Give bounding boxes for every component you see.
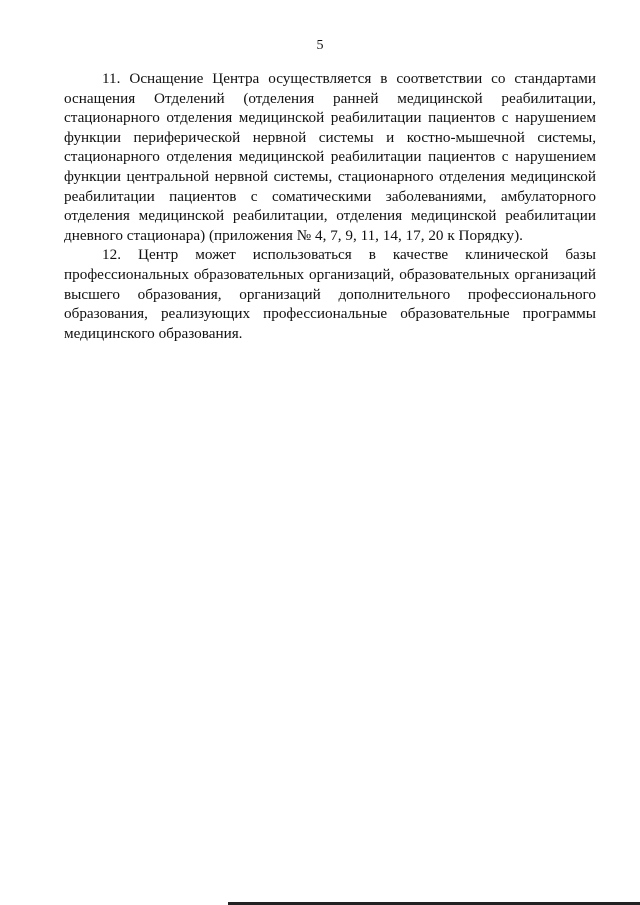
page-number: 5 (316, 38, 324, 53)
document-body (64, 69, 596, 343)
paragraph-12-clinical-base: 12. Центр может использоваться в качестве клинической базы профессиональных образовательных организаций, образовательных организаций высшего образования, организаций дополнительного профессионального образования, реализующих профессиональные образовательные программы медицинского образования. (64, 246, 596, 342)
paragraph-11-equipment: 11. Оснащение Центра осуществляется в соответствии со стандартами оснащения Отделений (отделения ранней медицинской реабилитации, стационарного отделения медицинской реабилитации пациентов с нарушением функции периферической нервной системы и костно-мышечной системы, стационарного отделения медицинской реабилитации пациентов с нарушением функции центральной нервной системы, стационарного отделения медицинской реабилитации пациентов с соматическими заболеваниями, амбулаторного отделения медицинской реабилитации, отделения медицинской реабилитации дневного стационара) (приложения № 4, 7, 9, 11, 14, 17, 20 к Порядку). (64, 70, 596, 244)
